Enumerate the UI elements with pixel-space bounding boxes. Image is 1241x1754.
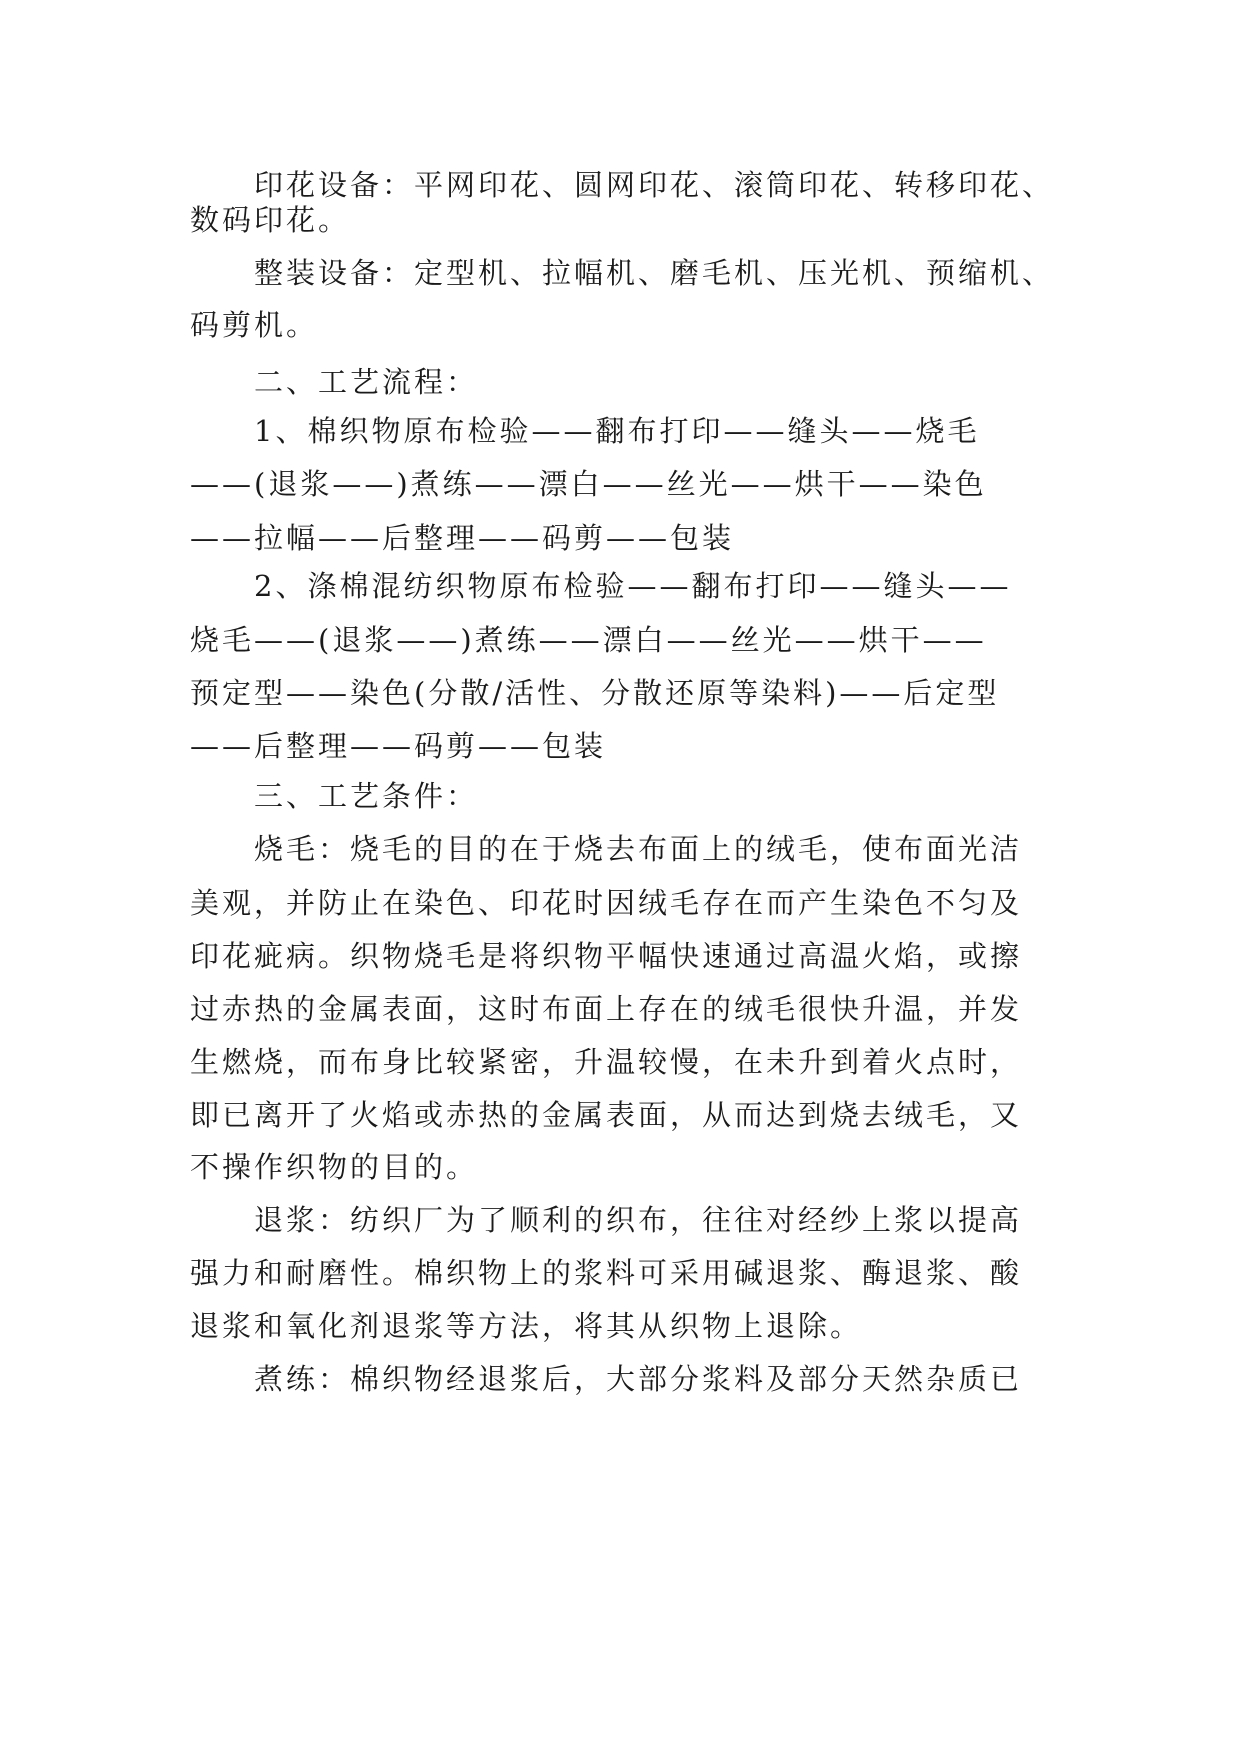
text-line: 美观，并防止在染色、印花时因绒毛存在而产生染色不匀及 (190, 886, 1023, 920)
text-line: 煮练：棉织物经退浆后，大部分浆料及部分天然杂质已 (254, 1362, 1023, 1396)
text-line: ——拉幅——后整理——码剪——包装 (190, 521, 735, 555)
text-line: 退浆：纺织厂为了顺利的织布，往往对经纱上浆以提高 (254, 1203, 1023, 1237)
text-line: ——后整理——码剪——包装 (190, 729, 607, 763)
text-line: 整装设备：定型机、拉幅机、磨毛机、压光机、预缩机、 (254, 256, 1055, 290)
text-line: 不操作织物的目的。 (190, 1150, 479, 1184)
text-line: 数码印花。 (190, 203, 351, 237)
text-line: 码剪机。 (190, 308, 319, 342)
text-line: 印花设备：平网印花、圆网印花、滚筒印花、转移印花、 (254, 168, 1055, 202)
section-heading: 三、工艺条件： (254, 779, 479, 813)
text-line: 1、棉织物原布检验——翻布打印——缝头——烧毛 (254, 414, 980, 448)
text-line: 2、涤棉混纺织物原布检验——翻布打印——缝头—— (254, 569, 1012, 603)
text-line: 印花疵病。织物烧毛是将织物平幅快速通过高温火焰，或擦 (190, 939, 1023, 973)
section-heading: 二、工艺流程： (254, 365, 479, 399)
text-line: 过赤热的金属表面，这时布面上存在的绒毛很快升温，并发 (190, 992, 1023, 1026)
text-line: 烧毛：烧毛的目的在于烧去布面上的绒毛，使布面光洁 (254, 832, 1023, 866)
text-line: 预定型——染色(分散/活性、分散还原等染料)——后定型 (190, 676, 1000, 710)
text-line: 强力和耐磨性。棉织物上的浆料可采用碱退浆、酶退浆、酸 (190, 1256, 1023, 1290)
text-line: ——(退浆——)煮练——漂白——丝光——烘干——染色 (190, 467, 987, 501)
text-line: 即已离开了火焰或赤热的金属表面，从而达到烧去绒毛，又 (190, 1098, 1023, 1132)
text-line: 生燃烧，而布身比较紧密，升温较慢，在未升到着火点时， (190, 1045, 1023, 1079)
text-line: 退浆和氧化剂退浆等方法，将其从织物上退除。 (190, 1309, 863, 1343)
text-line: 烧毛——(退浆——)煮练——漂白——丝光——烘干—— (190, 623, 987, 657)
